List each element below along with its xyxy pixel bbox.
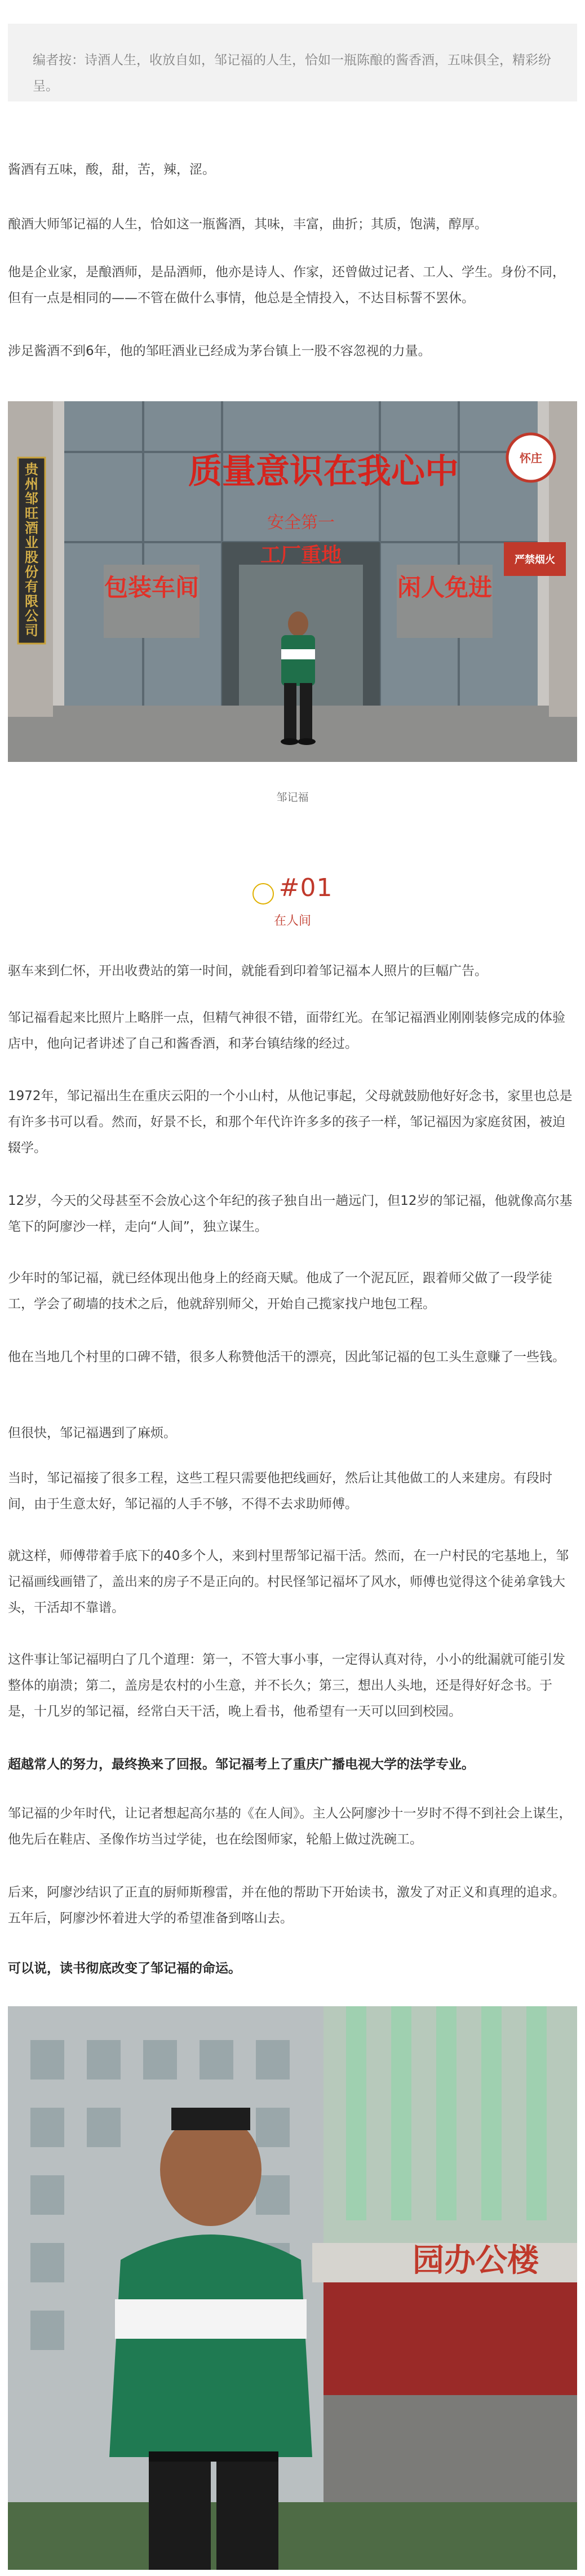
- section-heading: [0, 874, 585, 929]
- intro-paragraph: 酱酒有五味，酸，甜，苦，辣，涩。: [8, 162, 215, 177]
- body-paragraph: 但很快，邹记福遇到了麻烦。: [8, 1426, 176, 1440]
- section-number: #01: [278, 874, 333, 902]
- body-paragraph: 就这样，师傅带着手底下的40多个人，来到村里帮邹记福干活。然而，在一户村民的宅基地上，邹记福画线画错了，盖出来的房子不是正向的。村民怪邹记福坏了风水，师傅也觉得这个徒弟拿钱大头，干活却不靠谱。: [8, 1549, 569, 1615]
- section-title: 在人间: [273, 914, 311, 928]
- body-paragraph-bold: 超越常人的努力，最终换来了回报。邹记福考上了重庆广播电视大学的法学专业。: [8, 1757, 475, 1772]
- photo-caption: 邹记福: [276, 791, 309, 804]
- left-panel-text: 包装车间: [104, 574, 200, 601]
- body-paragraph: 驱车来到仁怀，开出收费站的第一时间，就能看到印着邹记福本人照片的巨幅广告。: [8, 964, 488, 978]
- body-paragraph: 邹记福的少年时代，让记者想起高尔基的《在人间》。主人公阿廖沙十一岁时不得不到社会上谋生，他先后在鞋店、圣像作坊当过学徒，也在绘图师家，轮船上做过洗碗工。: [8, 1806, 572, 1847]
- section-number-icon: [252, 883, 274, 905]
- factory-photo: [8, 401, 577, 762]
- intro-paragraph: 酿酒大师邹记福的人生，恰如这一瓶酱酒，其味，丰富，曲折；其质，饱满，醇厚。: [8, 217, 488, 232]
- safety-text: 安全第一: [267, 513, 335, 533]
- body-paragraph: 12岁，今天的父母甚至不会放心这个年纪的孩子独自出一趟远门，但12岁的邹记福，他就像高尔基笔下的阿廖沙一样，走向“人间”，独立谋生。: [8, 1194, 573, 1234]
- editor-note: 编者按：诗酒人生，收放自如，邹记福的人生，恰如一瓶陈酿的酱香酒，五味俱全，精彩纷呈。: [8, 24, 577, 101]
- body-paragraph: 他在当地几个村里的口碑不错，很多人称赞他活干的漂亮，因此邹记福的包工头生意赚了一些钱。: [8, 1350, 565, 1364]
- badge-text: 怀庄: [520, 451, 542, 465]
- portrait-photo-graphic: [8, 2006, 577, 2570]
- intro-paragraph: 他是企业家，是酿酒师，是品酒师，他亦是诗人、作家，还曾做过记者、工人、学生。身份不同，但有一点是相同的——不管在做什么事情，他总是全情投入，不达目标誓不罢休。: [8, 265, 565, 305]
- building-sign-text: 园办公楼: [413, 2242, 539, 2279]
- body-paragraph: 当时，邹记福接了很多工程，这些工程只需要他把线画好，然后让其他做工的人来建房。有段时间，由于生意太好，邹记福的人手不够，不得不去求助师傅。: [8, 1471, 552, 1511]
- body-paragraph: 1972年，邹记福出生在重庆云阳的一个小山村，从他记事起，父母就鼓励他好好念书，家里也总是有许多书可以看。然而，好景不长，和那个年代许许多多的孩子一样，邹记福因为家庭贫困，被迫辍学。: [8, 1089, 573, 1155]
- mid-panel-text: 工厂重地: [260, 544, 342, 567]
- vertical-sign-text: 贵州邹旺酒业股份有限公司: [25, 462, 38, 639]
- banner-text: 质量意识在我心中: [188, 452, 459, 491]
- body-paragraph-bold: 可以说，读书彻底改变了邹记福的命运。: [8, 1961, 241, 1976]
- fire-sign-text: 严禁烟火: [515, 554, 555, 566]
- intro-paragraph: 涉足酱酒不到6年，他的邹旺酒业已经成为茅台镇上一股不容忽视的力量。: [8, 344, 431, 358]
- factory-photo-graphic: [8, 401, 577, 762]
- portrait-photo: [8, 2006, 577, 2570]
- body-paragraph: 这件事让邹记福明白了几个道理：第一，不管大事小事，一定得认真对待，小小的纰漏就可能引发整体的崩溃；第二，盖房是农村的小生意，并不长久；第三，想出人头地，还是得好好念书。于是，十几岁的邹记福，经常白天干活，晚上看书，他希望有一天可以回到校园。: [8, 1652, 565, 1719]
- right-panel-text: 闲人免进: [397, 574, 493, 601]
- body-paragraph: 少年时的邹记福，就已经体现出他身上的经商天赋。他成了一个泥瓦匠，跟着师父做了一段学徒工，学会了砌墙的技术之后，他就辞别师父，开始自己揽家找户地包工程。: [8, 1271, 552, 1311]
- body-paragraph: 后来，阿廖沙结识了正直的厨师斯穆雷，并在他的帮助下开始读书，激发了对正义和真理的追求。五年后，阿廖沙怀着进大学的希望准备到喀山去。: [8, 1885, 565, 1926]
- body-paragraph: 邹记福看起来比照片上略胖一点，但精气神很不错，面带红光。在邹记福酒业刚刚装修完成的体验店中，他向记者讲述了自己和酱香酒，和茅台镇结缘的经过。: [8, 1010, 565, 1051]
